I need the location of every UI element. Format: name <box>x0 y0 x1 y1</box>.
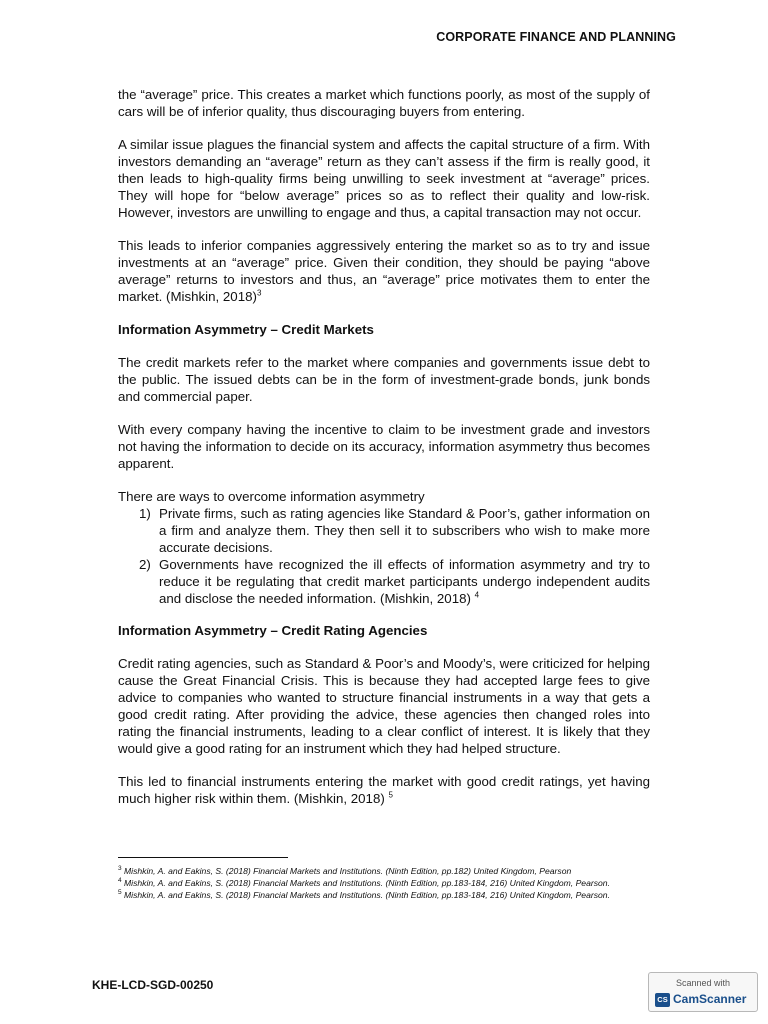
paragraph-1: the “average” price. This creates a market which functions poorly, as most of the supply of cars will be of inferior quality, thus discouraging buyers from entering. <box>118 87 650 119</box>
camscanner-watermark <box>648 972 758 1012</box>
document-id: KHE-LCD-SGD-00250 <box>92 978 214 992</box>
footnote-number: 4 <box>118 877 122 885</box>
paragraph-3 <box>118 237 650 305</box>
section-heading-credit-markets: Information Asymmetry – Credit Markets <box>118 322 374 337</box>
watermark-brand: CamScanner <box>673 992 747 1006</box>
paragraph-6: There are ways to overcome information asymmetry <box>118 489 425 504</box>
numbered-list <box>118 505 650 607</box>
list-item-number: 2) <box>139 557 151 572</box>
paragraph-8-text: This led to financial instruments entering the market with good credit ratings, yet having much higher risk within them. (Mishkin, 2018) <box>118 774 650 806</box>
footnote-text: Mishkin, A. and Eakins, S. (2018) Financial Markets and Institutions. (Ninth Edition, pp.182) United Kingdom, Pearson <box>121 866 572 876</box>
paragraph-4: The credit markets refer to the market where companies and governments issue debt to the public. The issued debts can be in the form of investment-grade bonds, junk bonds and commercial paper. <box>118 355 650 404</box>
paragraph-3-text: This leads to inferior companies aggressively entering the market so as to try and issue investments at an “average” price. Given their condition, they should be paying “above average” returns to investors and thus, an “average” price motivates them to enter the market. (Mishkin, 2018) <box>118 238 650 304</box>
footnote-number: 5 <box>118 889 122 897</box>
list-item <box>118 556 650 607</box>
footnote-ref-4[interactable]: 4 <box>474 590 480 600</box>
list-item-text: Private firms, such as rating agencies like Standard & Poor’s, gather information on a firm and analyze them. They then sell it to subscribers who wish to make more accurate decisions. <box>159 506 650 555</box>
list-item-number: 1) <box>139 506 151 521</box>
running-header: CORPORATE FINANCE AND PLANNING <box>436 30 676 44</box>
footnote-ref-3[interactable]: 3 <box>256 288 262 298</box>
footnote-number: 3 <box>118 865 122 873</box>
footnote-text: Mishkin, A. and Eakins, S. (2018) Financial Markets and Institutions. (Ninth Edition, pp.183-184, 216) United Kingdom, Pearson. <box>121 890 610 900</box>
footnote-separator <box>118 857 288 858</box>
list-item <box>118 505 650 556</box>
section-heading-credit-rating-agencies: Information Asymmetry – Credit Rating Agencies <box>118 623 428 638</box>
watermark-caption: Scanned with <box>675 978 731 988</box>
paragraph-8 <box>118 773 650 807</box>
list-item-text: Governments have recognized the ill effects of information asymmetry and try to reduce it be regulating that credit market participants undergo independent audits and disclose the needed information. (Mishkin, 2018) <box>159 557 650 606</box>
footnote-5 <box>118 890 638 901</box>
footnote-3 <box>118 866 638 877</box>
page-body <box>118 86 650 823</box>
camscanner-logo-icon: CS <box>655 993 670 1007</box>
footnotes <box>118 866 638 902</box>
paragraph-2: A similar issue plagues the financial system and affects the capital structure of a firm. With investors demanding an “average” return as they can’t assess if the firm is really good, it then leads to high-quality firms being unwilling to seek investment at “average” prices. They will hope for “below average” prices so as to reflect their quality and low-risk. However, investors are unwilling to engage and thus, a capital transaction may not occur. <box>118 137 650 220</box>
footnote-text: Mishkin, A. and Eakins, S. (2018) Financial Markets and Institutions. (Ninth Edition, pp.183-184, 216) United Kingdom, Pearson. <box>121 878 610 888</box>
footnote-4 <box>118 878 638 889</box>
paragraph-7: Credit rating agencies, such as Standard & Poor’s and Moody’s, were criticized for helping cause the Great Financial Crisis. This is because they had accepted large fees to give advice to companies who wanted to structure financial instruments in a way that gets a good credit rating. After providing the advice, these agencies then changed roles into rating the financial instruments, leading to a clear conflict of interest. It is likely that they would give a good rating for an instrument which they had helped structure. <box>118 656 650 756</box>
paragraph-5: With every company having the incentive to claim to be investment grade and investors not having the information to decide on its accuracy, information asymmetry thus becomes apparent. <box>118 422 650 471</box>
footnote-ref-5[interactable]: 5 <box>388 790 393 800</box>
